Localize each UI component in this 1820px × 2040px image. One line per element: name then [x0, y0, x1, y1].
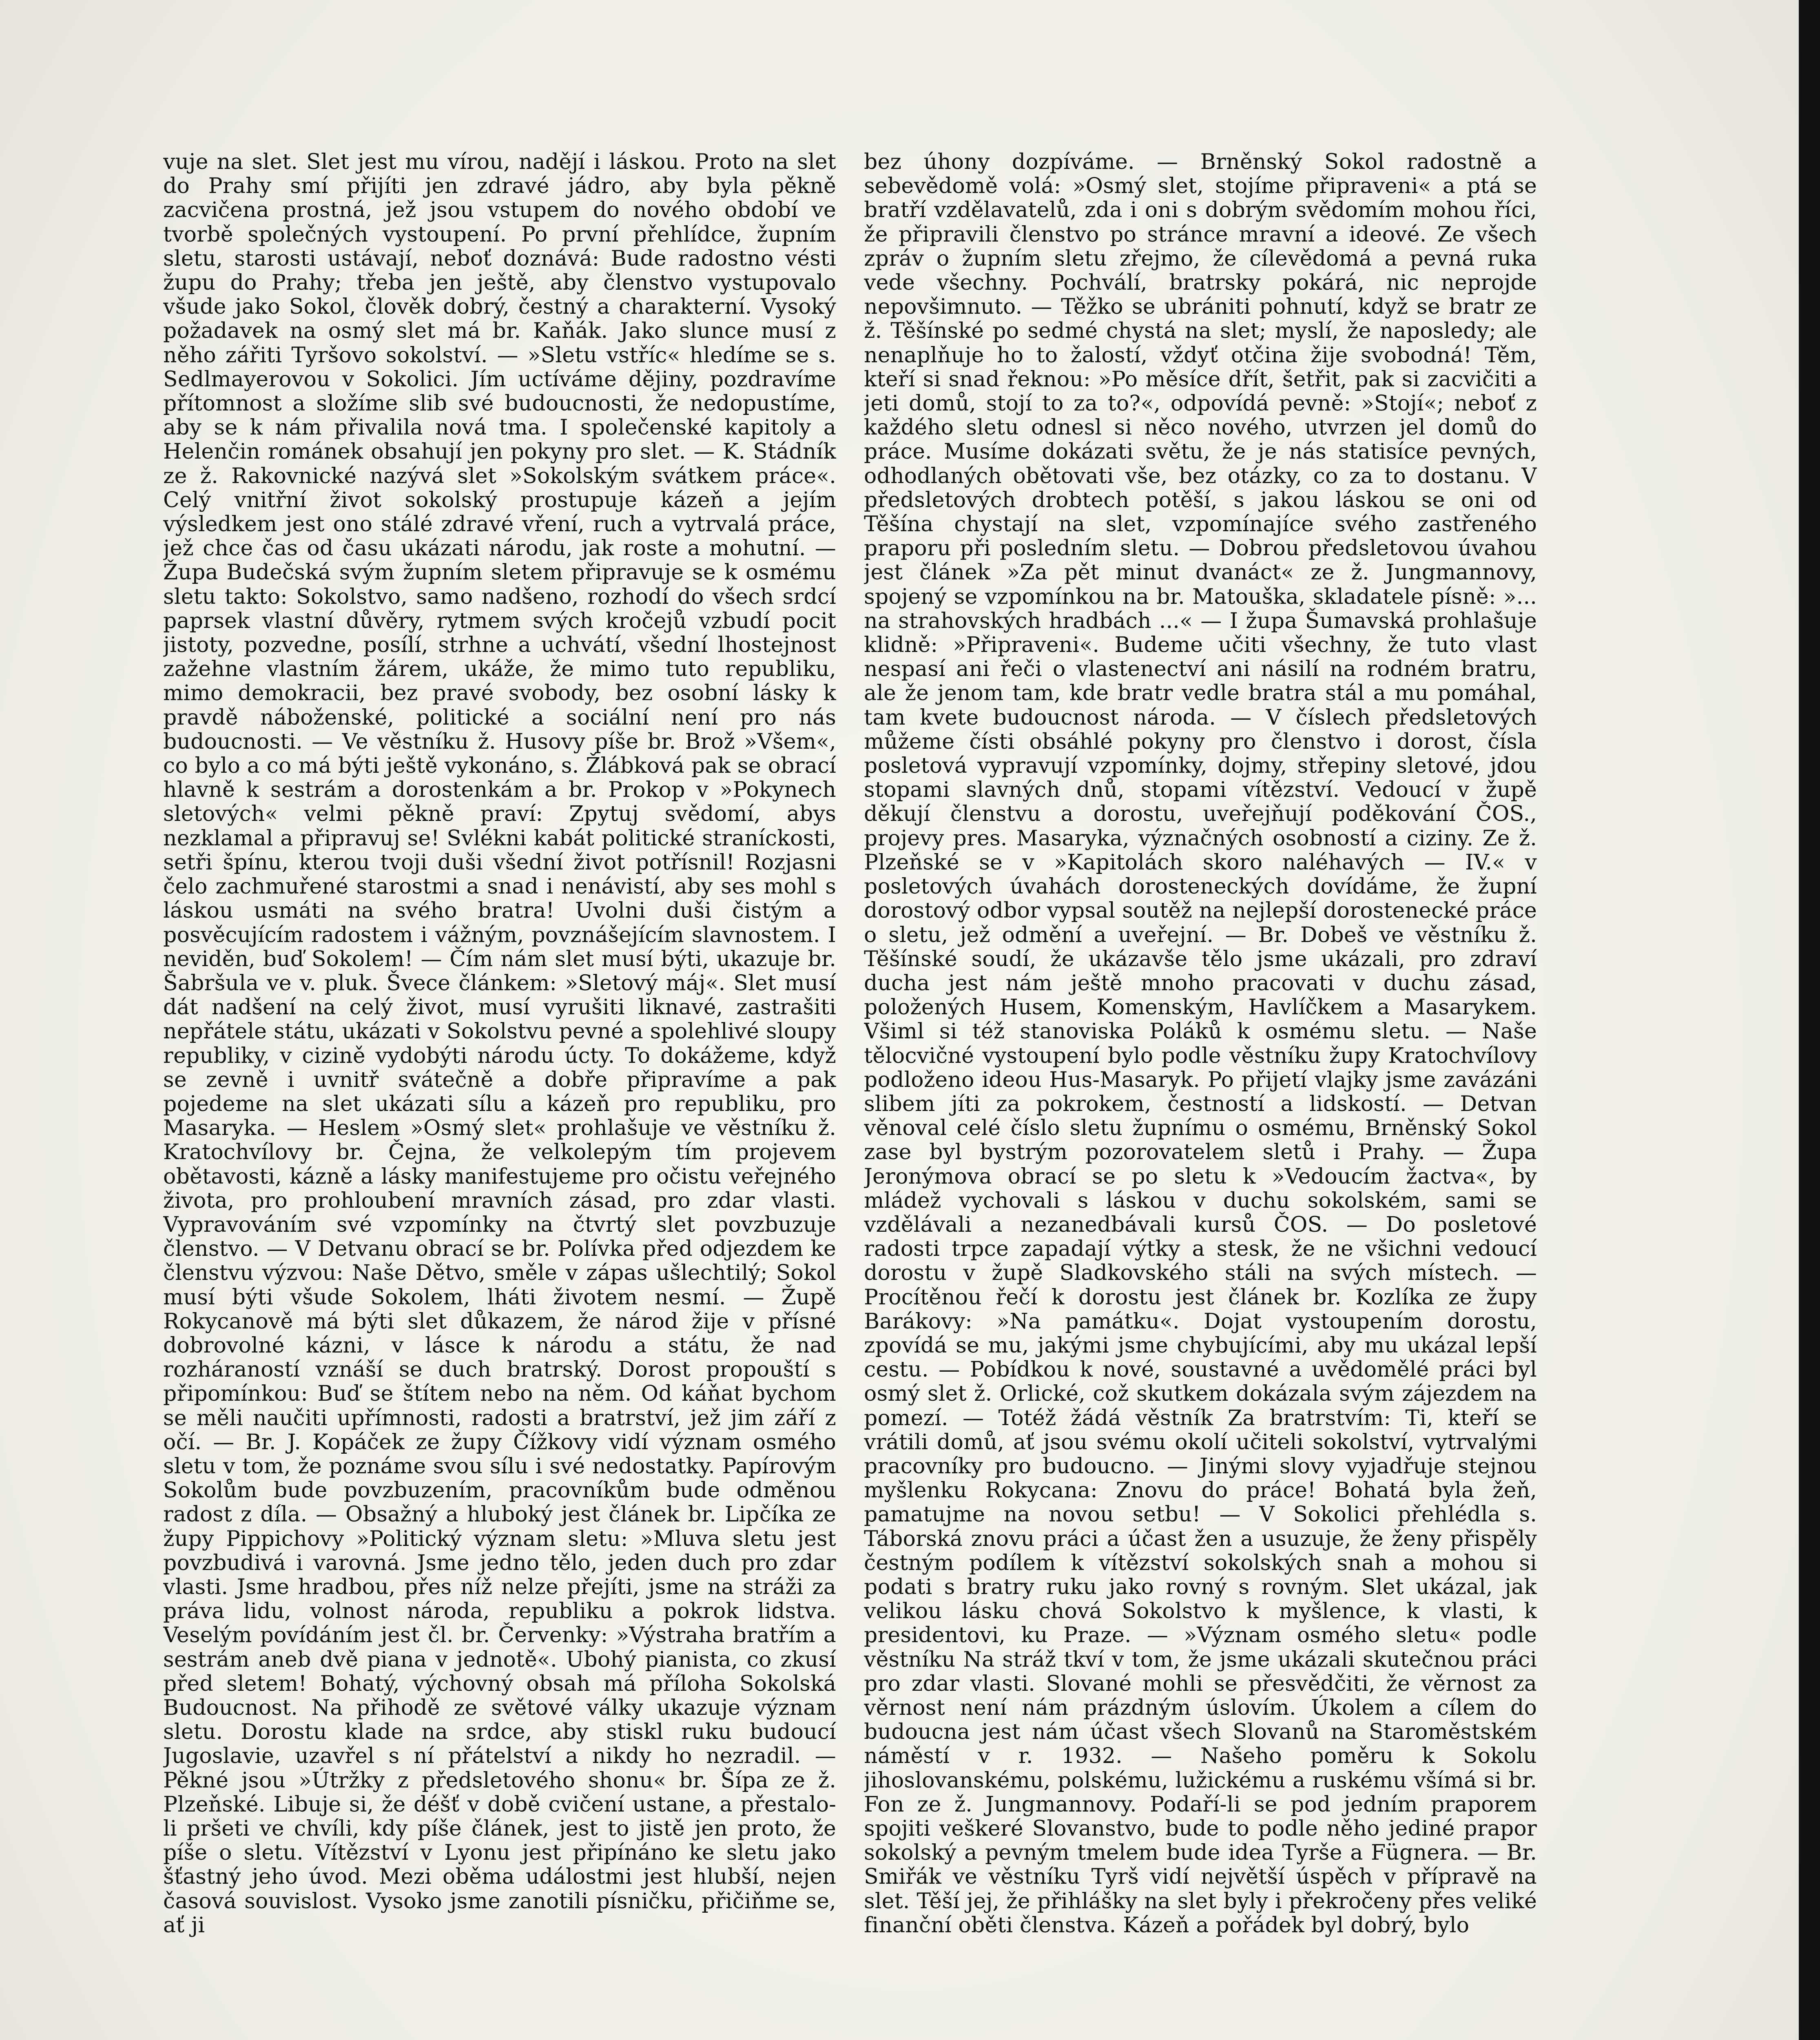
- scan-edge-right: [1799, 0, 1820, 2040]
- text-column-right: bez úhony dozpíváme. — Brněnský Sokol radostně a sebevědomě volá: »Osmý slet, stojíme připraveni« a ptá se bratří vzdělavatelů, zda i oni s dobrým svědomím mohou říci, že připravili členstvo po stránce mravní a ideové. Ze všech zpráv o župním sletu zřejmo, že cílevědomá a pevná ruka vede všechny. Pochválí, bratrsky pokárá, nic neprojde nepovšimnuto. — Těžko se ubrániti pohnutí, když se bratr ze ž. Těšínské po sedmé chystá na slet; myslí, že naposledy; ale nenaplňuje ho to žalostí, vždyť otčina žije svobodná! Těm, kteří si snad řeknou: »Po měsíce dřít, šetřit, pak si zacvičiti a jeti domů, stojí to za to?«, odpovídá pevně: »Stojí«; neboť z každého sletu odnesl si něco nového, utvrzen jel domů do práce. Musíme dokázati světu, že je nás statisíce pevných, odhodlaných obětovati vše, bez otázky, co za to dostanu. V předsletových drobtech potěší, s jakou láskou se oni od Těšína chystají na slet, vzpomínajíce svého zastřeného praporu při posledním sletu. — Dobrou předsletovou úvahou jest článek »Za pět minut dvanáct« ze ž. Jungmannovy, spojený se vzpomínkou na br. Matouška, skladatele písně: »... na strahovských hradbách ...« — I župa Šumavská prohlašuje klidně: »Připraveni«. Budeme učiti všechny, že tuto vlast nespasí ani řeči o vlastenectví ani násilí na rodném bratru, ale že jenom tam, kde bratr vedle bratra stál a mu pomáhal, tam kvete budoucnost národa. — V číslech předsletových můžeme čísti obsáhlé pokyny pro členstvo i dorost, čísla posletová vypravují vzpomínky, dojmy, střepiny sletové, jdou stopami slavných dnů, stopami vítězství. Vedoucí v župě děkují členstvu a dorostu, uveřejňují poděkování ČOS., projevy pres. Masaryka, význačných osobností a ciziny. Ze ž. Plzeňské se v »Kapitolách skoro naléhavých — IV.« v posletových úvahách dorosteneckých dovídáme, že župní dorostový odbor vypsal soutěž na nejlepší dorostenecké práce o sletu, jež odmění a uveřejní. — Br. Dobeš ve věstníku ž. Těšínské soudí, že ukázavše tělo jsme ukázali, pro zdraví ducha jest nám ještě mnoho pracovati v duchu zásad, položených Husem, Komenským, Havlíčkem a Masarykem. Všiml si též stanoviska Poláků k osmému sletu. — Naše tělocvičné vystoupení bylo podle věstníku župy Kratochvílovy podloženo ideou Hus-Masaryk. Po přijetí vlajky jsme zavázáni slibem jíti za pokrokem, čestností a lidskostí. — Detvan věnoval celé číslo sletu župnímu o osmému, Brněnský Sokol zase byl bystrým pozorovatelem sletů i Prahy. — Župa Jeronýmova obrací se po sletu k »Vedoucím žactva«, by mládež vychovali s láskou v duchu sokolském, sami se vzdělávali a nezanedbávali kursů ČOS. — Do posletové radosti trpce zapadají výtky a stesk, že ne všichni vedoucí dorostu v župě Sladkovského stáli na svých místech. — Procítěnou řečí k dorostu jest článek br. Kozlíka ze župy Barákovy: »Na památku«. Dojat vystoupením dorostu, zpovídá se mu, jakými jsme chybujícími, aby mu ukázal lepší cestu. — Pobídkou k nové, soustavné a uvědomělé práci byl osmý slet ž. Orlické, což skutkem dokázala svým zájezdem na pomezí. — Totéž žádá věstník Za bratrstvím: Ti, kteří se vrátili domů, ať jsou svému okolí učiteli sokolství, vytrvalými pracovníky pro budoucno. — Jinými slovy vyjadřuje stejnou myšlenku Rokycana: Znovu do práce! Bohatá byla žeň, pamatujme na novou setbu! — V Sokolici přehlédla s. Táborská znovu práci a účast žen a usuzuje, že ženy přispěly čestným podílem k vítězství sokolských snah a mohou si podati s bratry ruku jako rovný s rovným. Slet ukázal, jak velikou lásku chová Sokolstvo k myšlence, k vlasti, k presidentovi, ku Praze. — »Význam osmého sletu« podle věstníku Na stráž tkví v tom, že jsme ukázali skutečnou práci pro zdar vlasti. Slované mohli se přesvědčiti, že věrnost za věrnost není nám prázdným úslovím. Úkolem a cílem do budoucna jest nám účast všech Slovanů na Staroměstském náměstí v r. 1932. — Našeho poměru k Sokolu jihoslovanskému, polskému, lužickému a ruskému všímá si br. Fon ze ž. Jungmannovy. Podaří-li se pod jedním praporem spojiti veškeré Slovanstvo, bude to podle něho jediné prapor sokolský a pevným tmelem bude idea Tyrše a Fügnera. — Br. Smiřák ve věstníku Tyrš vidí největší úspěch v přípravě na slet. Těší jej, že přihlášky na slet byly i překročeny přes veliké finanční oběti členstva. Kázeň a pořádek byl dobrý, bylo: [864, 150, 1537, 1938]
- text-column-left: vuje na slet. Slet jest mu vírou, nadějí i láskou. Proto na slet do Prahy smí přijíti jen zdravé jádro, aby byla pěkně zacvičena prostná, jež jsou vstupem do nového období ve tvorbě společných vystoupení. Po první přehlídce, župním sletu, starosti ustávají, neboť doznává: Bude radostno vésti župu do Prahy; třeba jen ještě, aby členstvo vystupovalo všude jako Sokol, člověk dobrý, čestný a charakterní. Vysoký požadavek na osmý slet má br. Kaňák. Jako slunce musí z něho zářiti Tyršovo sokolství. — »Sletu vstříc« hledíme se s. Sedlmayerovou v Sokolici. Jím uctíváme dějiny, pozdravíme přítomnost a složíme slib své budoucnosti, že nedopustíme, aby se k nám přivalila nová tma. I společenské kapitoly a Helenčin románek obsahují jen pokyny pro slet. — K. Stádník ze ž. Rakovnické nazývá slet »Sokolským svátkem práce«. Celý vnitřní život sokolský prostupuje kázeň a jejím výsledkem jest ono stálé zdravé vření, ruch a vytrvalá práce, jež chce čas od času ukázati národu, jak roste a mohutní. — Župa Budečská svým župním sletem připravuje se k osmému sletu takto: Sokolstvo, samo nadšeno, rozhodí do všech srdcí paprsek vlastní důvěry, rytmem svých kročejů vzbudí pocit jistoty, pozvedne, posílí, strhne a uchvátí, všední lhostejnost zažehne vlastním žárem, ukáže, že mimo tuto republiku, mimo demokracii, bez pravé svobody, bez osobní lásky k pravdě náboženské, politické a sociální není pro nás budoucnosti. — Ve věstníku ž. Husovy píše br. Brož »Všem«, co bylo a co má býti ještě vykonáno, s. Žlábková pak se obrací hlavně k sestrám a dorostenkám a br. Prokop v »Pokynech sletových« velmi pěkně praví: Zpytuj svědomí, abys nezklamal a připravuj se! Svlékni kabát politické straníckosti, setři špínu, kterou tvoji duši všední život potřísnil! Rozjasni čelo zachmuřené starostmi a snad i nenávistí, aby ses mohl s láskou usmáti na svého bratra! Uvolni duši čistým a posvěcujícím radostem i vážným, povznášejícím slavnostem. I neviděn, buď Sokolem! — Čím nám slet musí býti, ukazuje br. Šabršula ve v. pluk. Švece článkem: »Sletový máj«. Slet musí dát nadšení na celý život, musí vyrušiti liknavé, zastrašiti nepřátele státu, ukázati v Sokolstvu pevné a spolehlivé sloupy republiky, v cizině vydobýti národu úcty. To dokážeme, když se zevně i uvnitř svátečně a dobře připravíme a pak pojedeme na slet ukázati sílu a kázeň pro republiku, pro Masaryka. — Heslem »Osmý slet« prohlašuje ve věstníku ž. Kratochvílovy br. Čejna, že velkolepým tím projevem obětavosti, kázně a lásky manifestujeme pro očistu veřejného života, pro prohloubení mravních zásad, pro zdar vlasti. Vypravováním své vzpomínky na čtvrtý slet povzbuzuje členstvo. — V Detvanu obrací se br. Polívka před odjezdem ke členstvu výzvou: Naše Dětvo, směle v zápas ušlechtilý; Sokol musí býti všude Sokolem, lháti životem nesmí. — Župě Rokycanově má býti slet důkazem, že národ žije v přísné dobrovolné kázni, v lásce k národu a státu, že nad rozháraností vznáší se duch bratrský. Dorost propouští s připomínkou: Buď se štítem nebo na něm. Od káňat bychom se měli naučiti upřímnosti, radosti a bratrství, jež jim září z očí. — Br. J. Kopáček ze župy Čížkovy vidí význam osmého sletu v tom, že poznáme svou sílu i své nedostatky. Papírovým Sokolům bude povzbuzením, pracovníkům bude odměnou radost z díla. — Obsažný a hluboký jest článek br. Lipčíka ze župy Pippichovy »Politický význam sletu: »Mluva sletu jest povzbudivá i varovná. Jsme jedno tělo, jeden duch pro zdar vlasti. Jsme hradbou, přes níž nelze přejíti, jsme na stráži za práva lidu, volnost národa, republiku a pokrok lidstva. Veselým povídáním jest čl. br. Červenky: »Výstraha bratřím a sestrám aneb dvě piana v jednotě«. Ubohý pianista, co zkusí před sletem! Bohatý, výchovný obsah má příloha Sokolská Budoucnost. Na přihodě ze světové války ukazuje význam sletu. Dorostu klade na srdce, aby stiskl ruku budoucí Jugoslavie, uzavřel s ní přátelství a nikdy ho nezradil. — Pěkné jsou »Útržky z předsletového shonu« br. Šípa ze ž. Plzeňské. Libuje si, že déšť v době cvičení ustane, a přestalo-li pršeti ve chvíli, kdy píše článek, jest to jistě jen proto, že píše o sletu. Vítězství v Lyonu jest připínáno ke sletu jako šťastný jeho úvod. Mezi oběma událostmi jest hlubší, nejen časová souvislost. Vysoko jsme zanotili písničku, přičiňme se, ať ji: [163, 150, 836, 1938]
